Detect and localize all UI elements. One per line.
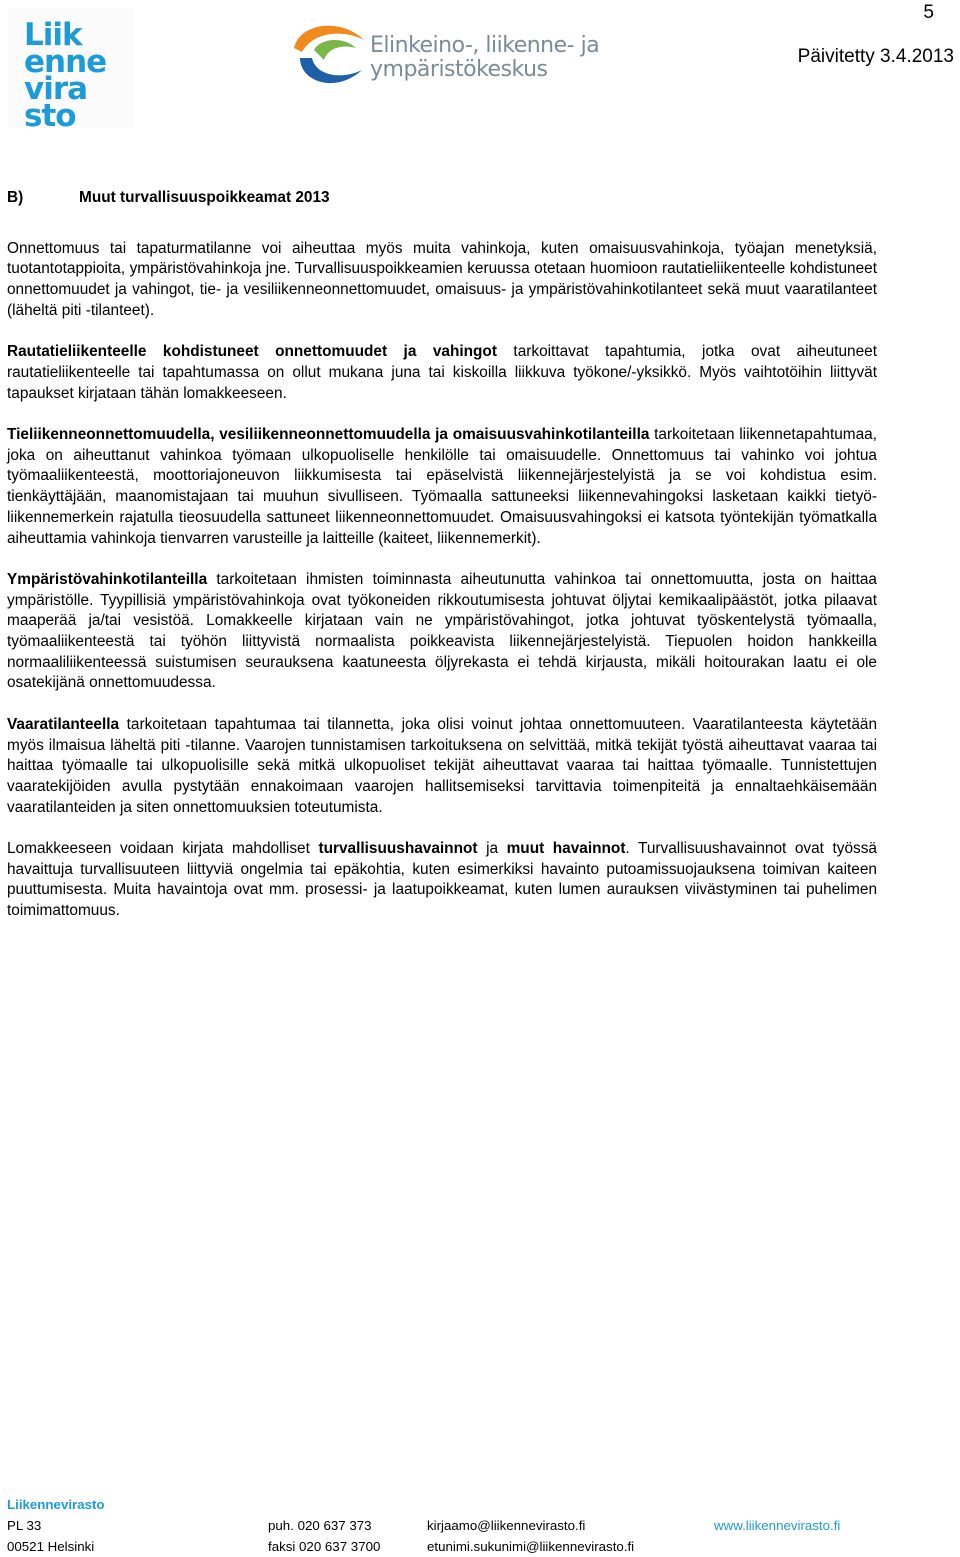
paragraph-environment-text: tarkoitetaan ihmisten toiminnasta aiheutunutta vahinkoa tai onnettomuutta, josta on haittaa ympäristölle. Tyypillisiä ympäristövahinkoja ovat työkoneiden rikkoutumisesta johtuvat öljytai kemikaalipäästöt, jotka pilaavat maaperää ja/tai vesistöä. Lomakkeelle kirjataan vain ne ympäristövahingot, jotka johtuvat työskentelystä työmaalla, työmaaliikenteestä tai työhön liittyvistä normaalista poikkeavista liikennejärjestelyistä. Tiepuolen hoidon hankkeilla normaaliliikenteessä suistumisen seurauksena kaatuneesta öljyrekasta ei tehdä kirjausta, mikäli hoitourakan laatu ei ole osatekijänä onnettomuudessa. [7,570,877,692]
term-environment: Ympäristövahinkotilanteilla [7,570,208,588]
paragraph-intro: Onnettomuus tai tapaturmatilanne voi aiheuttaa myös muita vahinkoja, kuten omaisuusvahinkoja, työajan menetyksiä, tuotantotappioita, ympäristövahinkoja jne. Turvallisuuspoikkeamien keruussa otetaan huomioon rautatieliikenteelle kohdistuneet onnettomuudet ja vahingot, tie- ja vesiliikenneonnettomuudet, omaisuus- ja ympäristövahinkotilanteet sekä muut vaaratilanteet (läheltä piti -tilanteet). [7,239,877,319]
paragraph-road-water-text: tarkoitetaan liikennetapahtumaa, joka on aiheuttanut vahinkoa työmaan ulkopuoliselle henkilölle tai omaisuudelle. Onnettomuus tai vahinko voi johtua työmaaliikenteestä, moottoriajoneuvon liikkumisesta tai epäselvistä liikennejärjestelyistä ja se voi kohdistua esim. tienkäyttäjään, maanomistajaan tai muuhun sivulliseen. Työmaalla sattuneeksi liikennevahingoksi lasketaan kaikki tietyö-liikennemerkein rajatulla tieosuudella sattuneet liikenneonnettomuudet. Omaisuusvahingoksi ei katsota työntekijän työmatkalla aiheuttamia vahinkoja tienvarren varusteille ja laitteille (kaiteet, liikennemerkit). [7,426,877,547]
ely-keskus-logo [290,18,600,93]
footer-email-registry[interactable]: kirjaamo@liikennevirasto.fi [427,1518,586,1533]
logo-line-4: sto [24,98,76,134]
paragraph-observations [7,839,877,922]
logo-line-1: Liik [24,17,82,53]
observations-text-d: . Turvallisuushavainnot ovat työssä havaittuja turvallisuuteen liittyviä ongelmia tai epäkohtia, kuten esimerkiksi havainto putoamissuojauksena toimivan kaiteen puuttumisesta. Muita havaintoja ovat mm. prosessi- ja laatupoikkeamat, kuten lumen aurauksen viivästyminen tai puhelimen toimimattomuus. [7,840,877,920]
footer-email-personal[interactable]: etunimi.sukunimi@liikennevirasto.fi [427,1539,635,1554]
observations-text-a: Lomakkeeseen voidaan kirjata mahdolliset [7,840,319,858]
page-number: 5 [923,2,934,23]
term-road-water: Tieliikenneonnettomuudella, vesiliikenneonnettomuudella ja omaisuusvahinkotilanteilla [7,426,650,443]
section-title: Muut turvallisuuspoikkeamat 2013 [79,189,330,206]
updated-date: Päivitetty 3.4.2013 [797,46,954,67]
paragraph-rail-text: tarkoittavat tapahtumia, jotka ovat aiheutuneet rautatieliikenteelle tai tapahtumassa on ollut mukana juna tai kiskoilla liikkuva työkone/-yksikkö. Myös vaihtotöihin liittyvät tapaukset kirjataan tähän lomakkeeseen. [7,343,877,402]
paragraph-road-water [7,425,877,549]
ely-emblem-icon [290,18,370,93]
paragraph-environment [7,570,877,694]
section-heading [7,188,877,209]
liikennevirasto-logo [8,8,133,134]
footer-phone: puh. 020 637 373 [268,1518,372,1533]
paragraph-hazard-text: tarkoitetaan tapahtumaa tai tilannetta, joka olisi voinut johtaa onnettomuuteen. Vaaratilanteesta käytetään myös ilmaisua läheltä piti -tilanne. Vaarojen tunnistamisen tarkoituksena on selvittää, mitkä tekijät työstä aiheuttavat vaaraa tai haittaa työmaalle tai ulkopuolisille sekä mitkä ulkopuoliset tekijät aiheuttavat vaaraa tai haittaa työmaalle. Tunnistettujen vaaratekijöiden avulla pystytään ennakoimaan vaarojen hallitsemiseksi tarvittavia toimenpiteitä ja ennaltaehkäisemään vaaratilanteiden ja siten onnettomuuksien toteutumista. [7,715,877,816]
observations-text-c: ja [477,840,507,858]
page-footer [7,1494,947,1557]
term-other-observations: muut havainnot [506,840,626,858]
footer-fax: faksi 020 637 3700 [268,1539,381,1554]
term-rail: Rautatieliikenteelle kohdistuneet onnettomuudet ja vahingot [7,343,497,361]
term-hazard: Vaaratilanteella [7,715,120,733]
footer-website-link[interactable]: www.liikennevirasto.fi [714,1518,841,1533]
ely-name-line-2: ympäristökeskus [370,57,548,82]
footer-postal-address: 00521 Helsinki [7,1539,95,1554]
paragraph-hazard [7,715,877,819]
footer-row-2 [7,1536,947,1557]
paragraph-rail [7,342,877,404]
footer-row-1 [7,1515,947,1536]
footer-org-name: Liikennevirasto [7,1497,105,1512]
logo-line-3: vira [24,71,88,107]
term-safety-observations: turvallisuushavainnot [318,840,478,858]
ely-name [370,34,599,82]
footer-po-box: PL 33 [7,1518,42,1533]
section-letter: B) [7,189,24,206]
document-body [7,188,877,943]
ely-name-line-1: Elinkeino-, liikenne- ja [370,33,600,58]
logo-line-2: enne [24,44,107,80]
